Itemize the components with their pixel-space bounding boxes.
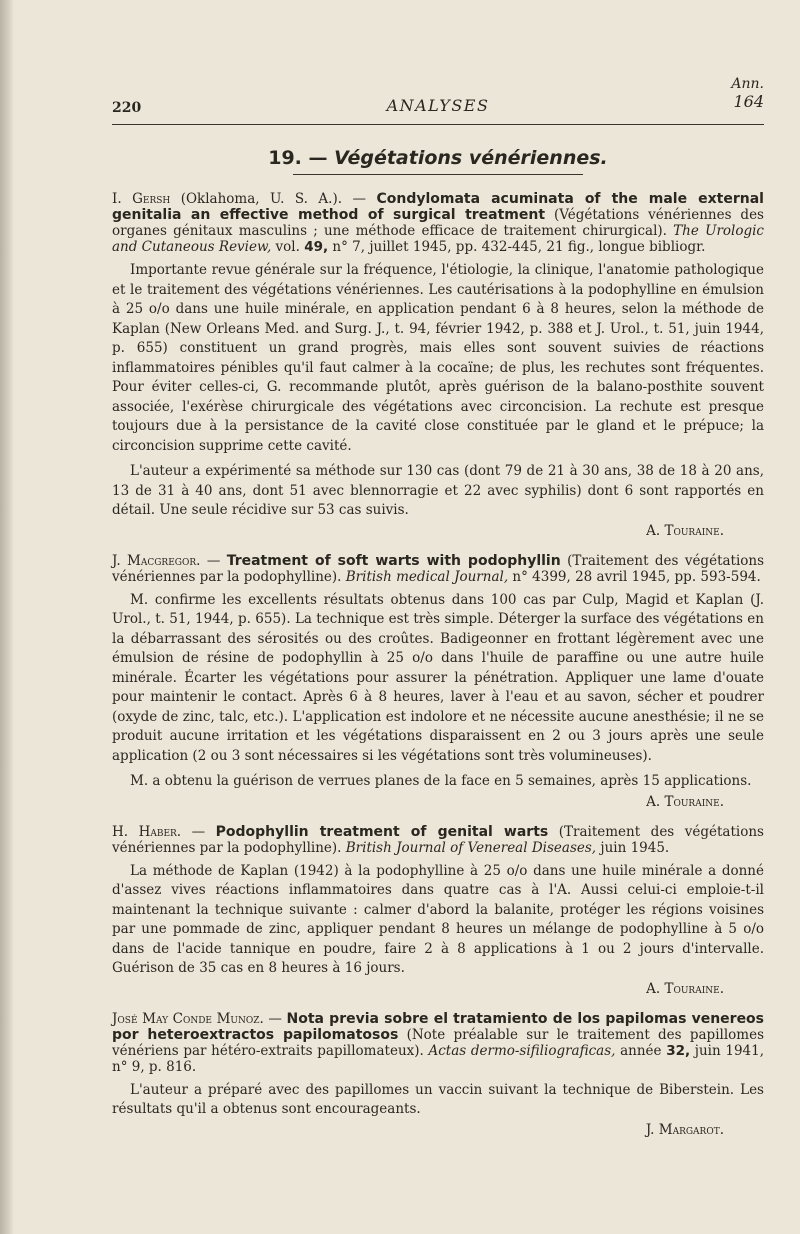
section-rule [293, 174, 583, 175]
abstract-paragraph: M. a obtenu la guérison de verrues planes de la face en 5 semaines, après 15 applications. [130, 773, 752, 789]
entry-author: H. Haber. [112, 823, 182, 840]
entry-volume-prefix: année [620, 1042, 662, 1059]
entry-volume: 49, [304, 239, 329, 255]
page-number: 220 [112, 100, 142, 116]
ann-label: Ann. [731, 76, 764, 92]
reviewer-signature: A. Touraine. [646, 522, 724, 539]
section-name: Végétations vénériennes. [334, 147, 608, 169]
reviewer-signature: J. Margarot. [645, 1121, 724, 1138]
bibliographic-reference [112, 553, 764, 585]
entry-translation: (Traitement des végétations vénériennes par la podophylline). [112, 552, 765, 585]
entry-volume: 32, [666, 1042, 691, 1059]
reviewer-signature: A. Touraine. [646, 793, 724, 810]
entry-author: José May Conde Munoz. [112, 1010, 264, 1027]
abstract-list [112, 191, 764, 1138]
entry-title: Condylomata acuminata of the male external genitalia an effective method of surgical treatment [112, 191, 764, 223]
entry-location: — [206, 552, 221, 569]
entry-journal: Actas dermo-sifiliograficas, [428, 1042, 616, 1059]
entry-location: — [268, 1010, 282, 1027]
entry-location: — [191, 823, 206, 840]
entry-author: I. Gersh [112, 191, 171, 207]
ann-number: 164 [733, 92, 764, 111]
abstract-entry [112, 824, 764, 997]
entry-reference-details: juin 1941, n° 9, p. 816. [112, 1042, 765, 1075]
annals-reference [731, 76, 764, 110]
reviewer-signature: A. Touraine. [646, 980, 724, 997]
section-title [112, 147, 764, 169]
entry-reference-details: n° 7, juillet 1945, pp. 432-445, 21 fig., longue bibliogr. [332, 239, 706, 255]
bibliographic-reference [112, 191, 764, 255]
running-head [112, 76, 764, 122]
entry-translation: (Note préalable sur le traitement des papillomes vénériens par hétéro-extraits papillomateux). [112, 1026, 765, 1059]
entry-location: (Oklahoma, U. S. A.). — [180, 191, 366, 207]
running-title: ANALYSES [386, 96, 490, 115]
entry-reference-details: n° 4399, 28 avril 1945, pp. 593-594. [512, 568, 761, 585]
entry-journal: British Journal of Venereal Diseases, [345, 839, 597, 856]
entry-translation: (Végétations vénériennes des organes génitaux masculins ; une méthode efficace de traitement chirurgical). [112, 207, 764, 239]
entry-title: Podophyllin treatment of genital warts [215, 823, 549, 840]
abstract-entry [112, 1011, 764, 1138]
page-content [112, 76, 764, 1152]
header-rule [112, 124, 764, 125]
entry-journal: British medical Journal, [345, 568, 509, 585]
entry-translation: (Traitement des végétations vénériennes par la podophylline). [112, 823, 764, 856]
abstract-paragraph: L'auteur a expérimenté sa méthode sur 130 cas (dont 79 de 21 à 30 ans, 38 de 18 à 20 ans, 13 de 31 à 40 ans, dont 51 avec blennorragie et 22 avec syphilis) dont 6 sont rapportés en détail. Une seule récidive sur 53 cas suivis. [112, 463, 764, 518]
abstract-paragraph: M. confirme les excellents résultats obtenus dans 100 cas par Culp, Magid et Kaplan (J. Urol., t. 51, 1944, p. 655). La technique est très simple. Déterger la surface des végétations en la débarrassant des sérosités ou des croûtes. Badigeonner en frottant légèrement avec une émulsion de résine de podophyllin à 25 o/o dans l'huile de paraffine ou une autre huile minérale. Écarter les végétations pour assurer la pénétration. Appliquer une lame d'ouate pour maintenir le contact. Après 6 à 8 heures, laver à l'eau et au savon, sécher et poudrer (oxyde de zinc, talc, etc.). L'application est indolore et ne nécessite aucune anesthésie; il ne se produit aucune irritation et les végétations disparaissent en 2 ou 3 jours après une seule application (2 ou 3 sont nécessaires si les végétations sont très volumineuses). [112, 591, 764, 764]
binding-shadow [0, 0, 14, 1234]
abstract-entry [112, 553, 764, 810]
bibliographic-reference [112, 824, 764, 856]
section-number: 19. — [268, 147, 328, 169]
abstract-paragraph: Importante revue générale sur la fréquence, l'étiologie, la clinique, l'anatomie pathologique et le traitement des végétations vénériennes. Les cautérisations à la podophylline en émulsion à 25 o/o dans une huile minérale, en application pendant 6 à 8 heures, selon la méthode de Kaplan (New Orleans Med. and Surg. J., t. 94, février 1942, p. 388 et J. Urol., t. 51, juin 1944, p. 655) constituent un grand progrès, mais elles sont souvent suivies de réactions inflammatoires pénibles qu'il faut calmer à la cocaïne; de plus, les rechutes sont fréquentes. Pour éviter celles-ci, G. recommande plutôt, après guérison de la balano-posthite souvent associée, l'exérèse chirurgicale des végétations avec circoncision. La rechute est presque toujours due à la persistance de la cavité close constituée par le gland et le prépuce; la circoncision supprime cette cavité. [112, 262, 764, 454]
abstract-paragraph: La méthode de Kaplan (1942) à la podophylline à 25 o/o dans une huile minérale a donné d'assez vives réactions inflammatoires dans quatre cas à l'A. Aussi celui-ci emploie-t-il maintenant la technique suivante : calmer d'abord la balanite, protéger les régions voisines par une pommade de zinc, appliquer pendant 8 heures un mélange de podophylline à 5 o/o dans de l'acide tannique en poudre, faire 2 à 8 applications à 1 ou 2 jours d'intervalle. Guérison de 35 cas en 8 heures à 16 jours. [112, 862, 764, 976]
entry-author: J. Macgregor. [112, 552, 201, 569]
bibliographic-reference [112, 1011, 764, 1075]
entry-journal: The Urologic and Cutaneous Review, [112, 223, 764, 255]
entry-reference-details: juin 1945. [600, 839, 670, 856]
entry-volume-prefix: vol. [275, 239, 300, 255]
entry-title: Nota previa sobre el tratamiento de los papilomas venereos por heteroextractos papilomatosos [112, 1010, 765, 1043]
entry-title: Treatment of soft warts with podophyllin [226, 552, 561, 569]
abstract-entry [112, 191, 764, 539]
abstract-paragraph: L'auteur a préparé avec des papillomes un vaccin suivant la technique de Biberstein. Les résultats qu'il a obtenus sont encourageants. [112, 1081, 764, 1117]
